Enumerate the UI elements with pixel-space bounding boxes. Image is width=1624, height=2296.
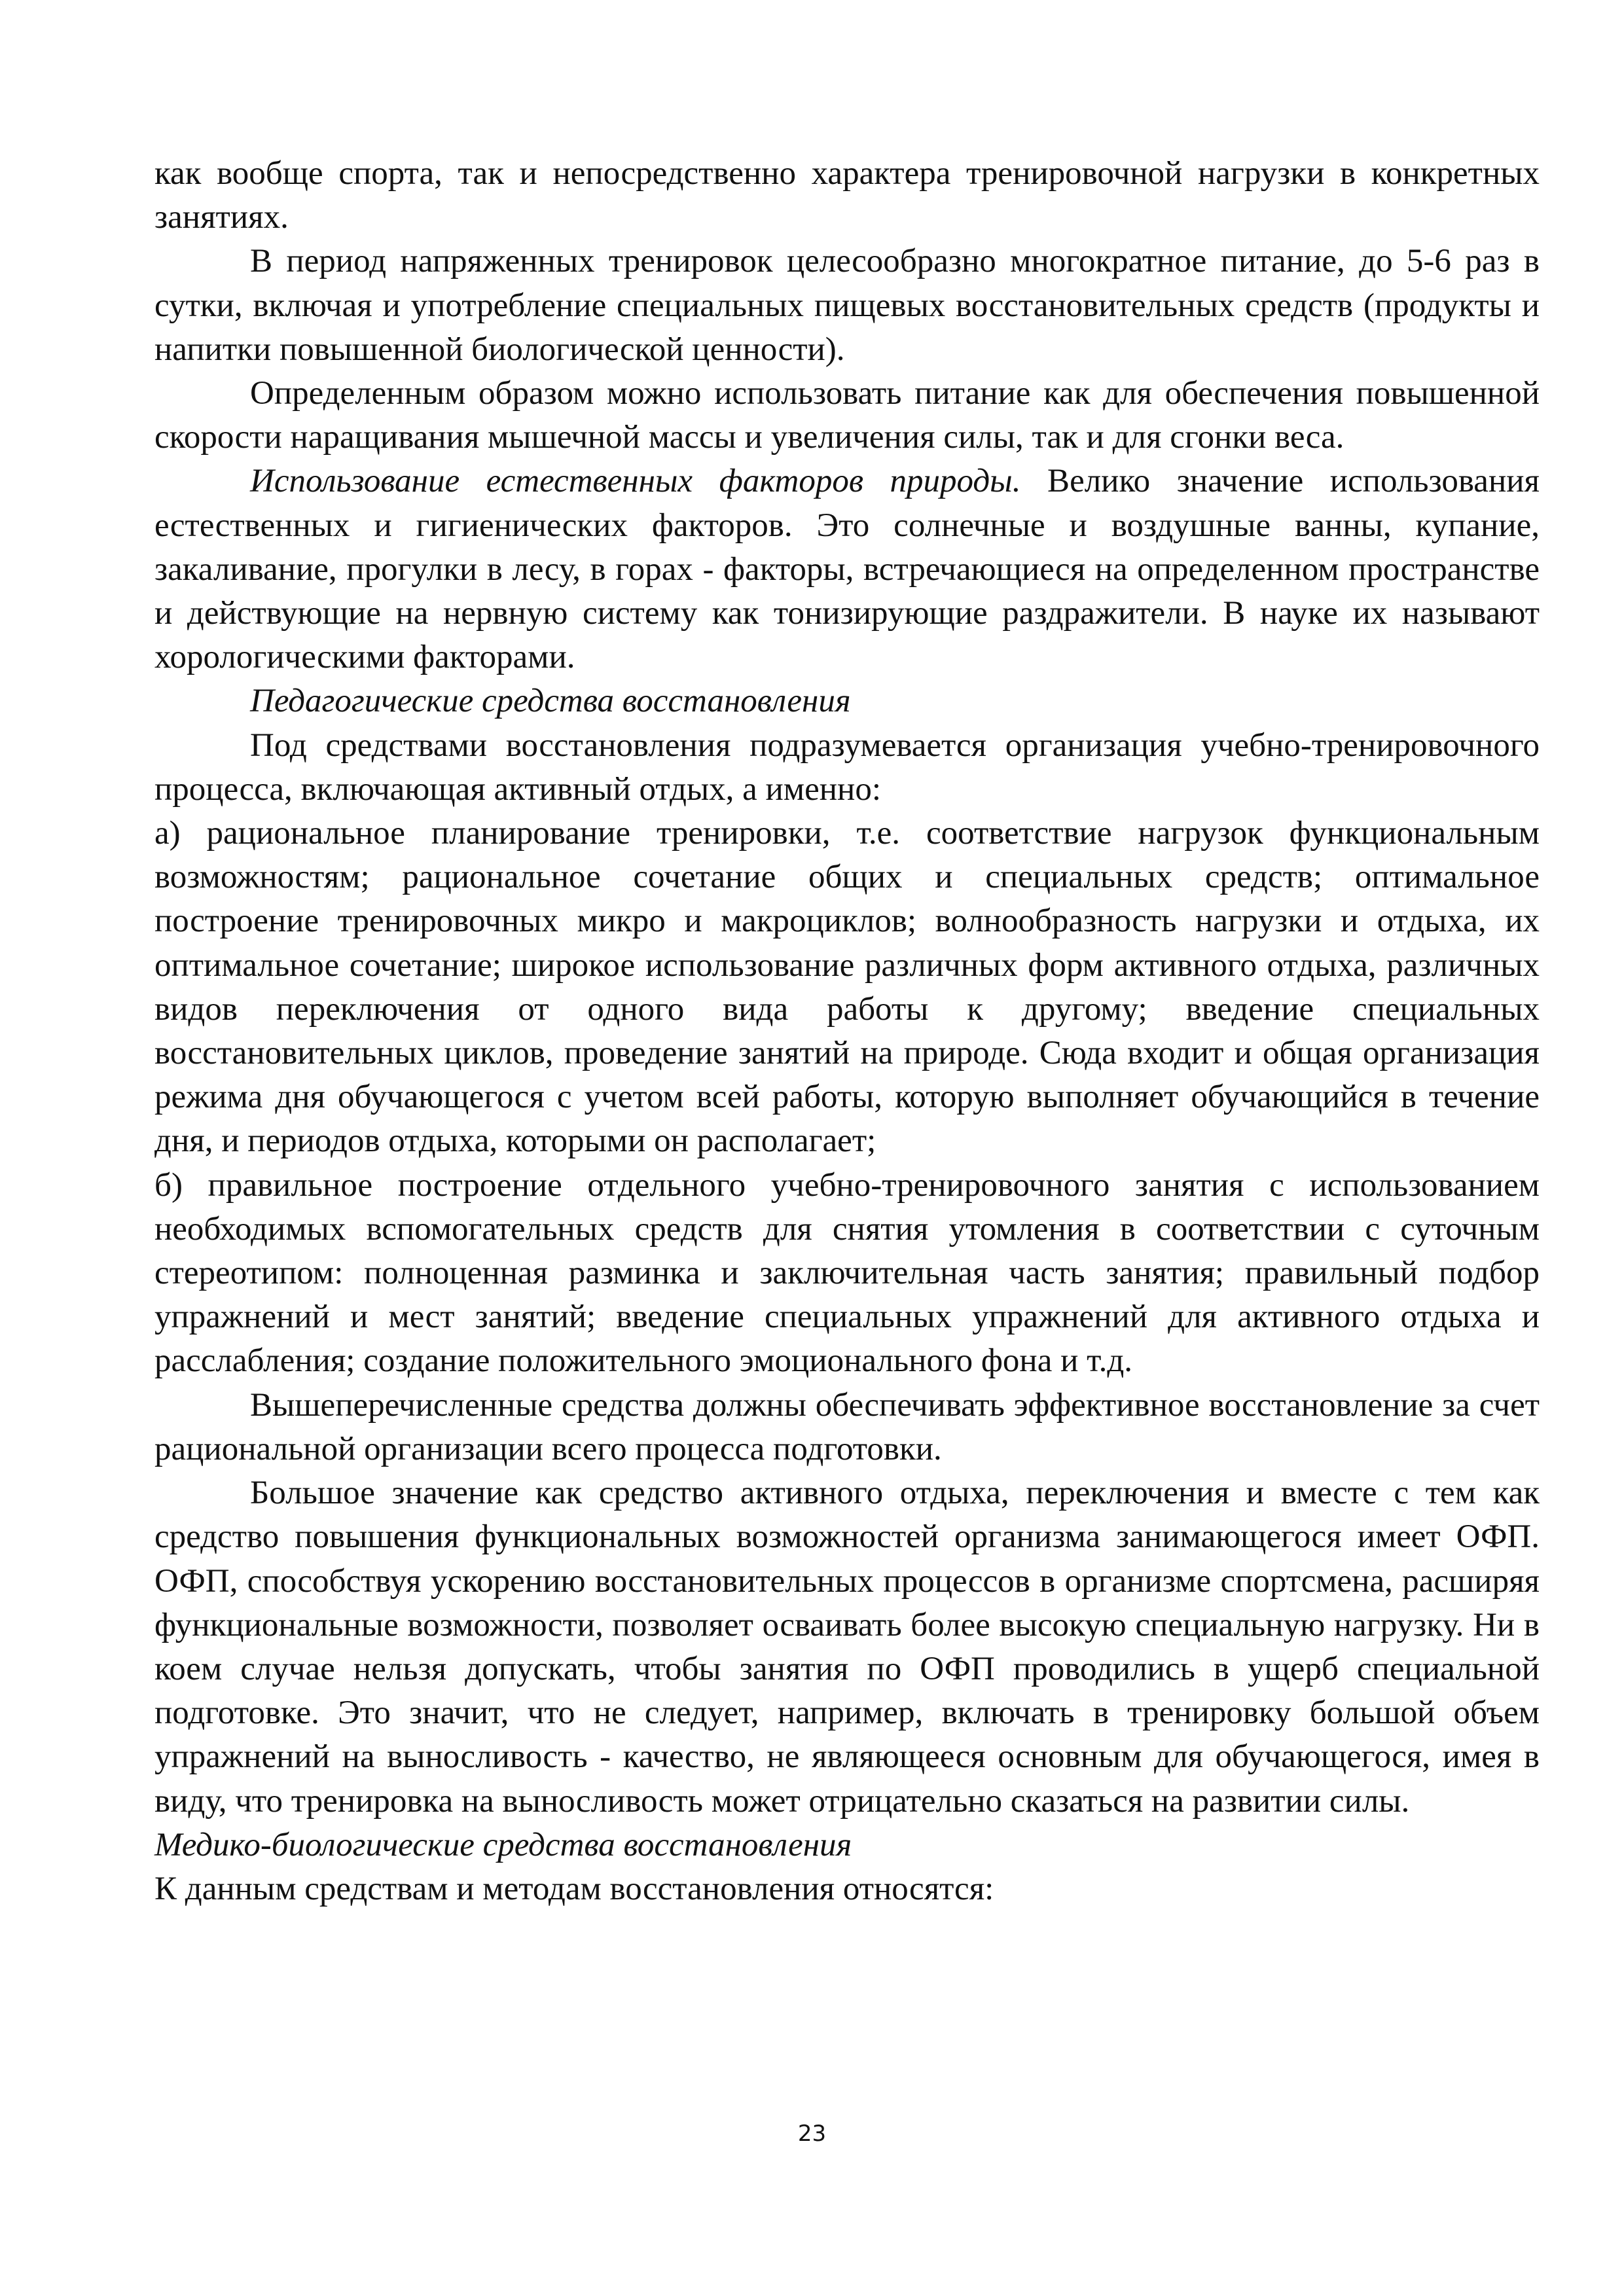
paragraph-medical-intro: К данным средствам и методам восстановления относятся: — [154, 1870, 994, 1907]
natural-factors-text: Велико значение использования естественных и гигиенических факторов. Это солнечные и воздушные ванны, купание, закаливание, прогулки в лесу, в горах - факторы, встречающиеся на определенном пространстве и действующие на нервную систему как тонизирующие раздражители. В науке их называют хорологическими факторами. — [154, 463, 1540, 676]
paragraph-pedagogical-intro: Под средствами восстановления подразумевается организация учебно-тренировочного процесса, включающая активный отдых, а именно: — [154, 726, 1540, 808]
heading-pedagogical-means: Педагогические средства восстановления — [250, 683, 851, 720]
heading-medical-biological-means: Медико-биологические средства восстановления — [154, 1826, 852, 1863]
list-item-b: б) правильное построение отдельного учебно-тренировочного занятия с использованием необходимых вспомогательных средств для снятия утомления в соответствии с суточным стереотипом: полноценная разминка и заключительная часть занятия; правильный подбор упражнений и мест занятий; введение специальных упражнений для активного отдыха и расслабления; создание положительного эмоционального фона и т.д. — [154, 1166, 1540, 1380]
paragraph-ofp: Большое значение как средство активного отдыха, переключения и вместе с тем как средство повышения функциональных возможностей организма занимающегося имеет ОФП. ОФП, способствуя ускорению восстановительных процессов в организме спортсмена, расширяя функциональные возможности, позволяет осваивать более высокую специальную нагрузку. Ни в коем случае нельзя допускать, чтобы занятия по ОФП проводились в ущерб специальной подготовке. Это значит, что не следует, например, включать в тренировку большой объем упражнений на выносливость - качество, не являющееся основным для обучающегося, имея в виду, что тренировка на выносливость может отрицательно сказаться на развитии силы. — [154, 1475, 1540, 1820]
list-item-a: а) рациональное планирование тренировки, т.е. соответствие нагрузок функциональным возможностям; рациональное сочетание общих и специальных средств; оптимальное построение тренировочных микро и макроциклов; волнообразность нагрузки и отдыха, их оптимальное сочетание; широкое использование различных форм активного отдыха, различных видов переключения от одного вида работы к другому; введение специальных восстановительных циклов, проведение занятий на природе. Сюда входит и общая организация режима дня обучающегося с учетом всей работы, которую выполняет обучающийся в течение дня, и периодов отдыха, которыми он располагает; — [154, 815, 1540, 1160]
natural-factors-heading: Использование естественных факторов природы. — [250, 463, 1021, 500]
paragraph-natural-factors — [154, 459, 1540, 679]
paragraph-listed-means: Вышеперечисленные средства должны обеспечивать эффективное восстановление за счет рациональной организации всего процесса подготовки. — [154, 1386, 1540, 1467]
paragraph-nutrition-use: Определенным образом можно использовать питание как для обеспечения повышенной скорости наращивания мышечной массы и увеличения силы, так и для сгонки веса. — [154, 375, 1540, 456]
page-body — [154, 152, 1540, 1911]
paragraph-continuation: как вообще спорта, так и непосредственно характера тренировочной нагрузки в конкретных занятиях. — [154, 155, 1540, 236]
paragraph-nutrition: В период напряженных тренировок целесообразно многократное питание, до 5-6 раз в сутки, включая и употребление специальных пищевых восстановительных средств (продукты и напитки повышенной биологической ценности). — [154, 243, 1540, 368]
page-number: 23 — [797, 2121, 827, 2147]
